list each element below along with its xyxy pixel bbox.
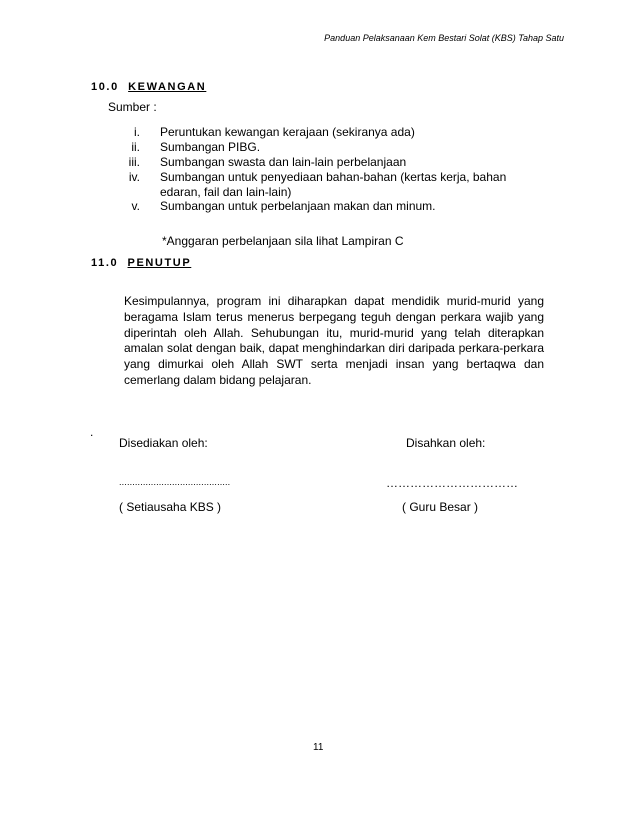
section-10-number: 10.0 <box>91 81 119 93</box>
list-item: Sumbangan swasta dan lain-lain perbelanjaan <box>160 155 407 169</box>
stray-mark: . <box>90 425 94 439</box>
list-numeral: iv. <box>128 170 140 184</box>
approved-by-signature-line: …………………………… <box>386 476 518 490</box>
approved-by-role: ( Guru Besar ) <box>402 500 479 514</box>
prepared-by-role: ( Setiausaha KBS ) <box>119 500 222 514</box>
list-numeral: v. <box>131 199 140 213</box>
section-10-title: KEWANGAN <box>128 81 207 93</box>
list-item: Peruntukan kewangan kerajaan (sekiranya ada) <box>160 125 415 139</box>
list-item: Sumbangan PIBG. <box>160 140 261 154</box>
budget-note: *Anggaran perbelanjaan sila lihat Lampiran C <box>162 234 404 248</box>
list-numeral: ii. <box>131 140 140 154</box>
section-11-heading <box>91 257 191 269</box>
section-11-number: 11.0 <box>91 257 119 269</box>
list-numeral: i. <box>134 125 140 139</box>
running-header: Panduan Pelaksanaan Kem Bestari Solat (KBS) Tahap Satu <box>324 33 564 43</box>
page-number: 11 <box>313 742 324 753</box>
closing-paragraph: Kesimpulannya, program ini diharapkan dapat mendidik murid-murid yang beragama Islam terus menerus berpegang teguh dengan perkara wajib yang diperintah oleh Allah. Sehubungan itu, murid-murid yang telah diterapkan amalan solat dengan baik, dapat menghindarkan diri daripada perkara-perkara yang dimurkai oleh Allah SWT serta menjadi insan yang bertaqwa dan cemerlang dalam bidang pelajaran. <box>124 294 544 387</box>
prepared-by-label: Disediakan oleh: <box>119 436 208 450</box>
list-item: Sumbangan untuk perbelanjaan makan dan minum. <box>160 199 436 213</box>
sources-intro: Sumber : <box>108 100 157 114</box>
list-item: Sumbangan untuk penyediaan bahan-bahan (kertas kerja, bahan edaran, fail dan lain-lain) <box>160 170 507 199</box>
list-numeral: iii. <box>128 155 140 169</box>
section-10-heading <box>91 81 206 93</box>
prepared-by-signature-line: .......................................... <box>119 477 231 487</box>
approved-by-label: Disahkan oleh: <box>406 436 486 450</box>
section-11-title: PENUTUP <box>127 257 192 269</box>
